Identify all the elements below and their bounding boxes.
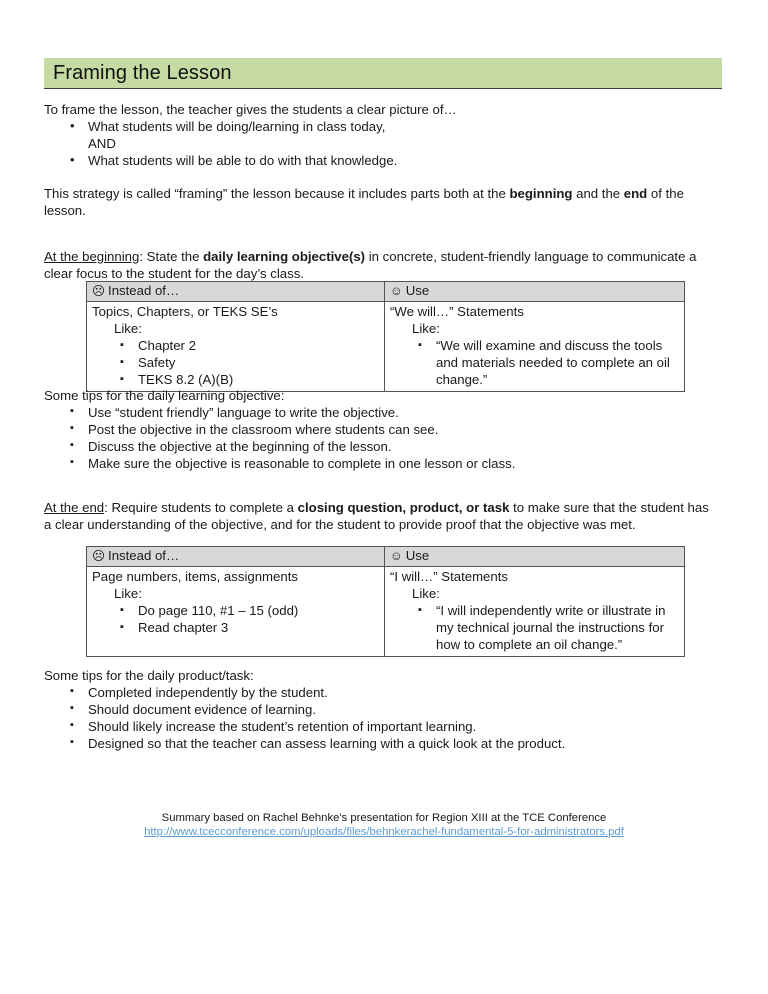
list-item: ▪ “We will examine and discuss the tools and materials needed to complete an oil change.” [390,337,679,388]
intro-and-connector: AND [88,136,116,151]
intro-bullet-list [66,118,726,169]
intro-lead: To frame the lesson, the teacher gives the students a clear picture of… [44,102,457,117]
table-header-instead-of-label: Instead of… [108,548,180,563]
cell-item-list [390,337,679,388]
table-cell-instead-of [87,567,385,657]
title-banner-rule [44,88,722,89]
list-item: ▪ “I will independently write or illustrate in my technical journal the instructions for how to complete an oil change.” [390,602,679,653]
beginning-label: At the beginning [44,249,140,264]
table-cell-use [385,302,685,392]
beginning-comparison-table [86,281,685,392]
table-cell-use [385,567,685,657]
cell-lead-text: Topics, Chapters, or TEKS SE’s [92,304,278,319]
beginning-tips-list [66,404,726,472]
list-item: ▪ Use “student friendly” language to write the objective. [66,404,726,421]
list-item [66,118,726,152]
list-item: ▪ Safety [92,354,379,371]
cell-lead-text: Page numbers, items, assignments [92,569,298,584]
strategy-text-2: and the [572,186,624,201]
table-row [87,567,685,657]
cell-lead-text: “We will…” Statements [390,304,524,319]
list-item: ▪ Discuss the objective at the beginning of the lesson. [66,438,726,455]
list-item: ▪ TEKS 8.2 (A)(B) [92,371,379,388]
table-header-use [385,547,685,567]
end-comparison-table [86,546,685,657]
beginning-tips-heading: Some tips for the daily learning objective: [44,388,285,403]
strategy-bold-beginning: beginning [509,186,573,201]
table-header-instead-of [87,282,385,302]
smiling-face-icon: ☺ [390,549,403,563]
page-title: Framing the Lesson [53,62,232,84]
strategy-bold-end: end [623,186,648,201]
smiling-face-icon: ☺ [390,284,403,298]
list-item: ▪ Do page 110, #1 – 15 (odd) [92,602,379,619]
table-header-use-label: Use [405,548,430,563]
list-item: ▪ Chapter 2 [92,337,379,354]
frowning-face-icon: ☹ [92,549,106,563]
list-item: ▪ Completed independently by the student. [66,684,726,701]
table-row [87,302,685,392]
table-cell-instead-of [87,302,385,392]
intro-bullet-2: What students will be able to do with that knowledge. [88,153,398,168]
beginning-text-1: : State the [139,249,204,264]
table-header-instead-of [87,547,385,567]
end-tips-heading: Some tips for the daily product/task: [44,668,254,683]
cell-like-label: Like: [412,586,440,601]
table-header-use [385,282,685,302]
frowning-face-icon: ☹ [92,284,106,298]
list-item: ▪ Designed so that the teacher can assess learning with a quick look at the product. [66,735,726,752]
list-item: ▪ Read chapter 3 [92,619,379,636]
cell-like-label: Like: [114,321,142,336]
strategy-text-1: This strategy is called “framing” the lesson because it includes parts both at the [44,186,510,201]
strategy-paragraph [44,185,724,219]
end-text-1: : Require students to complete a [104,500,298,515]
table-header-row [87,547,685,567]
strategy-text-3: of the lesson. [44,186,684,218]
end-bold: closing question, product, or task [297,500,510,515]
cell-like-label: Like: [412,321,440,336]
cell-item-list [92,602,379,636]
table-header-instead-of-label: Instead of… [108,283,180,298]
intro-bullet-1: What students will be doing/learning in class today, [88,119,386,134]
list-item: ▪ Should likely increase the student’s retention of important learning. [66,718,726,735]
cell-item-list [390,602,679,653]
list-item: ▪ Should document evidence of learning. [66,701,726,718]
end-paragraph [44,499,716,533]
end-label: At the end [44,500,105,515]
footer-credit: Summary based on Rachel Behnke's presentation for Region XIII at the TCE Conference [161,812,607,824]
cell-item-list [92,337,379,388]
cell-lead-text: “I will…” Statements [390,569,508,584]
end-tips-list [66,684,726,752]
end-text-2: to make sure that the student has a clear understanding of the objective, and for the student to provide proof that the objective was met. [44,500,709,532]
table-header-use-label: Use [405,283,430,298]
cell-like-label: Like: [114,586,142,601]
list-item: ▪ Post the objective in the classroom where students can see. [66,421,726,438]
beginning-bold: daily learning objective(s) [203,249,366,264]
footer-source-link[interactable]: http://www.tcecconference.com/uploads/files/behnkerachel-fundamental-5-for-administrators.pdf [144,826,624,838]
list-item: ▪ Make sure the objective is reasonable to complete in one lesson or class. [66,455,726,472]
table-header-row [87,282,685,302]
beginning-text-2: in concrete, student-friendly language to communicate a clear focus to the student for the day’s class. [44,249,697,281]
beginning-paragraph [44,248,716,282]
list-item [66,152,726,169]
